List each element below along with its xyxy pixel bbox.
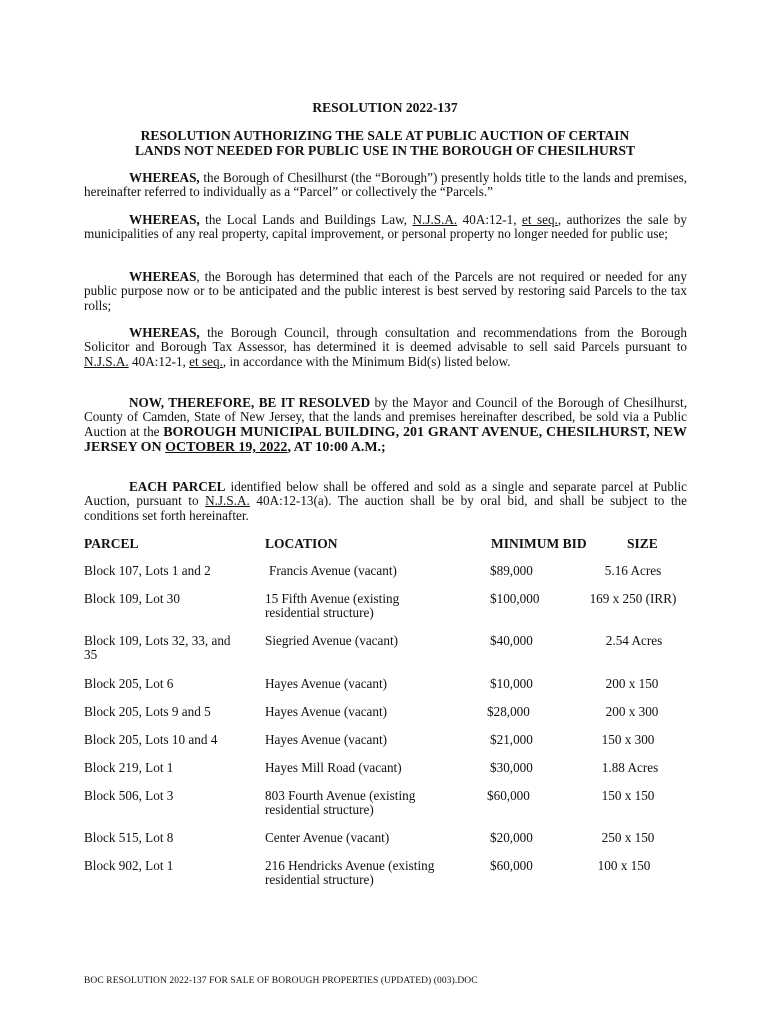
bid-cell: $40,000 bbox=[490, 633, 533, 648]
njsa-citation: N.J.S.A. bbox=[412, 212, 458, 227]
njsa-citation: N.J.S.A. bbox=[205, 493, 250, 509]
parcel-cell: Block 205, Lots 10 and 4 bbox=[84, 732, 218, 747]
title-line-1: RESOLUTION AUTHORIZING THE SALE AT PUBLIC AUCTION OF CERTAIN bbox=[140, 128, 630, 143]
whereas-lead: WHEREAS, bbox=[129, 212, 200, 227]
bid-cell: $30,000 bbox=[490, 760, 533, 775]
size-cell: 250 x 150 bbox=[601, 830, 655, 845]
bid-cell: $89,000 bbox=[490, 563, 533, 578]
size-cell: 1.88 Acres bbox=[601, 760, 659, 775]
parcel-cell: Block 107, Lots 1 and 2 bbox=[84, 563, 211, 578]
location-cell: 803 Fourth Avenue (existing residential structure) bbox=[265, 788, 416, 818]
bid-cell: $100,000 bbox=[490, 591, 540, 606]
location-cell: Francis Avenue (vacant) bbox=[269, 563, 397, 578]
each-parcel-paragraph bbox=[84, 480, 687, 523]
size-cell: 200 x 150 bbox=[605, 676, 659, 691]
size-cell: 169 x 250 (IRR) bbox=[589, 591, 677, 606]
paragraph-text: , in accordance with the Minimum Bid(s) listed below. bbox=[222, 353, 511, 369]
et-seq-citation: et seq. bbox=[521, 212, 558, 227]
location-cell: Center Avenue (vacant) bbox=[265, 830, 390, 845]
et-seq-citation: et seq. bbox=[189, 353, 223, 369]
header-size: SIZE bbox=[627, 536, 658, 551]
paragraph-text: identified below shall be offered and sold as a single and separate parcel at Public Auction, pursuant to bbox=[84, 479, 687, 509]
paragraph-text: 40A:12-1, bbox=[457, 212, 522, 227]
paragraph-text: 40A:12-13(a). The auction shall be by oral bid, and shall be subject to the conditions set forth hereinafter. bbox=[84, 493, 687, 523]
whereas-paragraph-3 bbox=[84, 270, 687, 313]
whereas-lead: WHEREAS, bbox=[129, 170, 200, 185]
whereas-lead: WHEREAS, bbox=[129, 325, 200, 340]
header-minimum-bid: MINIMUM BID bbox=[491, 536, 587, 551]
paragraph-text: , authorizes the sale by municipalities of any real property, capital improvement, or personal property no longer needed for public use; bbox=[84, 212, 687, 242]
parcel-cell: Block 219, Lot 1 bbox=[84, 760, 174, 775]
whereas-paragraph-1 bbox=[84, 171, 687, 200]
njsa-citation: N.J.S.A. bbox=[84, 353, 129, 369]
parcel-cell: Block 109, Lots 32, 33, and 35 bbox=[84, 633, 231, 663]
resolved-paragraph bbox=[84, 396, 687, 456]
title-line-2: LANDS NOT NEEDED FOR PUBLIC USE IN THE BOROUGH OF CHESILHURST bbox=[134, 143, 636, 158]
whereas-paragraph-4 bbox=[84, 326, 687, 369]
bid-cell: $21,000 bbox=[490, 732, 533, 747]
resolution-number: RESOLUTION 2022-137 bbox=[312, 100, 458, 115]
whereas-lead: WHEREAS bbox=[129, 269, 197, 284]
auction-time: , AT 10:00 A.M.; bbox=[287, 440, 386, 456]
size-cell: 2.54 Acres bbox=[605, 633, 663, 648]
resolved-lead: NOW, THEREFORE, BE IT RESOLVED bbox=[129, 395, 371, 410]
parcel-cell: Block 205, Lot 6 bbox=[84, 676, 174, 691]
size-cell: 200 x 300 bbox=[605, 704, 659, 719]
bid-cell: $60,000 bbox=[487, 788, 530, 803]
parcel-cell: Block 515, Lot 8 bbox=[84, 830, 174, 845]
paragraph-text: the Local Lands and Buildings Law, bbox=[199, 212, 413, 227]
size-cell: 100 x 150 bbox=[597, 858, 651, 873]
header-parcel: PARCEL bbox=[84, 536, 139, 551]
size-cell: 5.16 Acres bbox=[604, 563, 662, 578]
location-cell: 216 Hendricks Avenue (existing residential structure) bbox=[265, 858, 435, 888]
whereas-paragraph-2 bbox=[84, 213, 687, 242]
location-cell: Hayes Mill Road (vacant) bbox=[265, 760, 402, 775]
location-cell: Hayes Avenue (vacant) bbox=[265, 676, 388, 691]
bid-cell: $10,000 bbox=[490, 676, 533, 691]
parcel-cell: Block 902, Lot 1 bbox=[84, 858, 174, 873]
each-parcel-lead: EACH PARCEL bbox=[129, 479, 226, 494]
parcel-cell: Block 205, Lots 9 and 5 bbox=[84, 704, 211, 719]
paragraph-text: 40A:12-1, bbox=[128, 353, 190, 369]
auction-date: OCTOBER 19, 2022 bbox=[165, 440, 288, 456]
paragraph-text: by the Mayor and Council of the Borough of Chesilhurst, County of Camden, State of New Jersey, that the lands and premises hereinafter described, be sold via a Public Auction at the bbox=[84, 395, 687, 439]
bid-cell: $20,000 bbox=[490, 830, 533, 845]
parcel-cell: Block 109, Lot 30 bbox=[84, 591, 180, 606]
bid-cell: $60,000 bbox=[490, 858, 533, 873]
location-cell: Hayes Avenue (vacant) bbox=[265, 732, 388, 747]
paragraph-text: the Borough Council, through consultation and recommendations from the Borough Solicitor and Borough Tax Assessor, has determined it is deemed advisable to sell said Parcels pursuant to bbox=[84, 325, 687, 355]
size-cell: 150 x 150 bbox=[601, 788, 655, 803]
size-cell: 150 x 300 bbox=[601, 732, 655, 747]
location-cell: 15 Fifth Avenue (existing residential structure) bbox=[265, 591, 400, 621]
parcel-cell: Block 506, Lot 3 bbox=[84, 788, 174, 803]
location-cell: Siegried Avenue (vacant) bbox=[265, 633, 399, 648]
paragraph-text: the Borough of Chesilhurst (the “Borough”) presently holds title to the lands and premises, hereinafter referred to individually as a “Parcel” or collectively the “Parcels.” bbox=[84, 170, 687, 200]
auction-location: BOROUGH MUNICIPAL BUILDING, 201 GRANT AVENUE, CHESILHURST, NEW JERSEY ON bbox=[84, 424, 687, 456]
location-cell: Hayes Avenue (vacant) bbox=[265, 704, 388, 719]
document-footer: BOC RESOLUTION 2022-137 FOR SALE OF BOROUGH PROPERTIES (UPDATED) (003).DOC bbox=[84, 976, 478, 986]
header-location: LOCATION bbox=[265, 536, 338, 551]
resolution-title bbox=[84, 128, 686, 158]
paragraph-text: , the Borough has determined that each of the Parcels are not required or needed for any public purpose now or to be anticipated and the public interest is best served by restoring said Parcels to the tax rolls; bbox=[84, 269, 687, 313]
bid-cell: $28,000 bbox=[487, 704, 530, 719]
